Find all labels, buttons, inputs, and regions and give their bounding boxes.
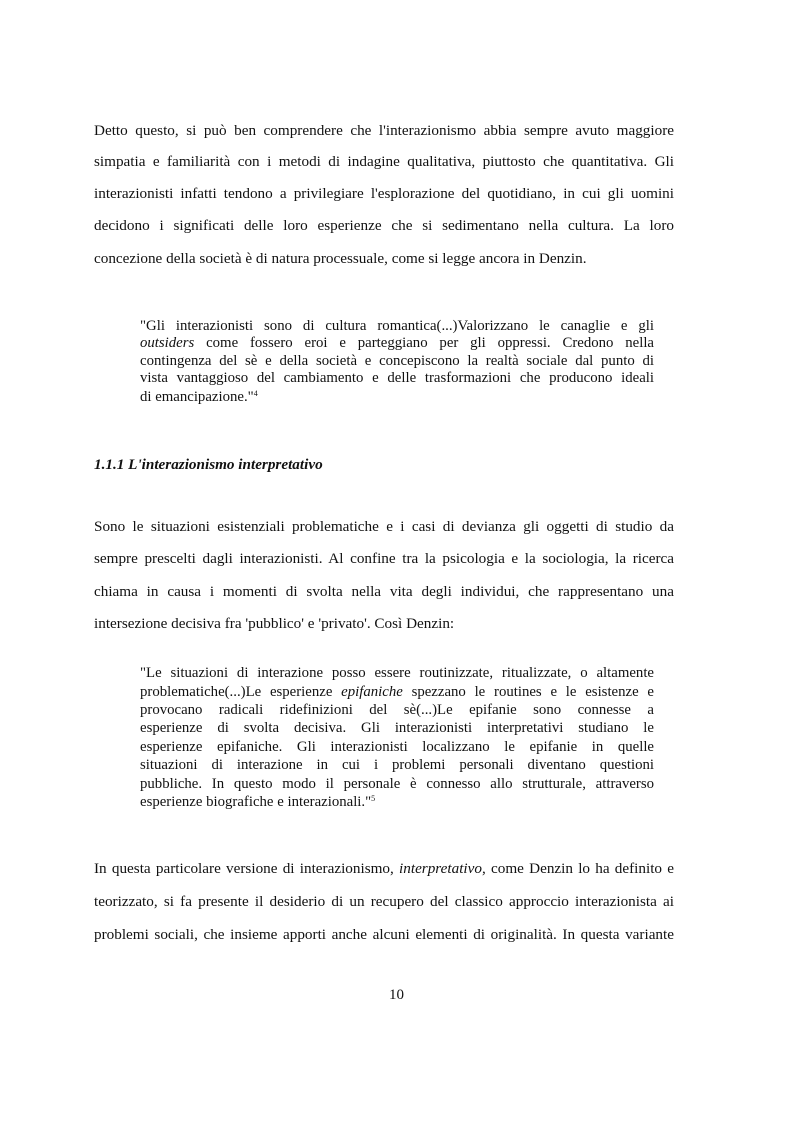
quote-line: esperienze di svolta decisiva. Gli interazionisti interpretativi studiano le bbox=[140, 720, 654, 736]
paragraph-line: concezione della società è di natura processuale, come si legge ancora in Denzin. bbox=[94, 250, 587, 267]
paragraph-italic: interpretativo bbox=[399, 860, 482, 877]
quote-text: di emancipazione." bbox=[140, 389, 254, 405]
paragraph-line: Detto questo, si può ben comprendere che l'interazionismo abbia sempre avuto maggiore bbox=[94, 122, 674, 139]
quote-line: "Le situazioni di interazione posso essere routinizzate, ritualizzate, o altamente bbox=[140, 665, 654, 681]
quote-line bbox=[140, 684, 654, 701]
footnote-ref[interactable]: 5 bbox=[371, 794, 376, 803]
quote-italic: outsiders bbox=[140, 335, 195, 351]
quote-line: vista vantaggioso del cambiamento e delle trasformazioni che producono ideali bbox=[140, 370, 654, 386]
quote-text: come fossero eroi e parteggiano per gli oppressi. Credono nella bbox=[194, 335, 654, 351]
paragraph-text: , come Denzin lo ha definito e bbox=[481, 860, 674, 877]
quote-line: contingenza del sè e della società e concepiscono la realtà sociale dal punto di bbox=[140, 353, 654, 369]
paragraph-line: intersezione decisiva fra 'pubblico' e 'privato'. Così Denzin: bbox=[94, 615, 455, 632]
quote-text: esperienze biografiche e interazionali." bbox=[140, 794, 372, 810]
footnote-ref[interactable]: 4 bbox=[253, 389, 258, 398]
paragraph-line: sempre prescelti dagli interazionisti. Al confine tra la psicologia e la sociologia, la ricerca bbox=[94, 550, 674, 567]
section-heading: 1.1.1 L'interazionismo interpretativo bbox=[94, 456, 323, 473]
paragraph-line: teorizzato, si fa presente il desiderio di un recupero del classico approccio interazionista ai bbox=[94, 893, 674, 910]
quote-line: pubbliche. In questo modo il personale è connesso allo strutturale, attraverso bbox=[140, 776, 654, 792]
quote-line bbox=[140, 389, 654, 406]
paragraph-line: chiama in causa i momenti di svolta nella vita degli individui, che rappresentano una bbox=[94, 583, 674, 600]
quote-line: "Gli interazionisti sono di cultura romantica(...)Valorizzano le canaglie e gli bbox=[140, 318, 654, 334]
paragraph-line: decidono i significati delle loro esperienze che si sedimentano nella cultura. La loro bbox=[94, 217, 674, 234]
quote-line: provocano radicali ridefinizioni del sè(...)Le epifanie sono connesse a bbox=[140, 702, 654, 718]
quote-line: situazioni di interazione in cui i problemi personali diventano questioni bbox=[140, 757, 654, 773]
paragraph-line bbox=[94, 860, 674, 878]
page-number: 10 bbox=[389, 987, 404, 1003]
paragraph-line: interazionisti infatti tendono a privilegiare l'esplorazione del quotidiano, in cui gli uomini bbox=[94, 185, 674, 202]
paragraph-line: problemi sociali, che insieme apporti anche alcuni elementi di originalità. In questa variante bbox=[94, 926, 674, 943]
paragraph-line: simpatia e familiarità con i metodi di indagine qualitativa, piuttosto che quantitativa. Gli bbox=[94, 153, 674, 170]
quote-text: spezzano le routines e le esistenze e bbox=[402, 684, 654, 700]
quote-line bbox=[140, 335, 654, 352]
paragraph-line: Sono le situazioni esistenziali problematiche e i casi di devianza gli oggetti di studio da bbox=[94, 518, 674, 535]
quote-line bbox=[140, 794, 654, 811]
quote-text: problematiche(...)Le esperienze bbox=[140, 684, 342, 700]
paragraph-text: In questa particolare versione di interazionismo, bbox=[94, 860, 400, 877]
quote-italic: epifaniche bbox=[341, 684, 403, 700]
quote-line: esperienze epifaniche. Gli interazionisti localizzano le epifanie in quelle bbox=[140, 739, 654, 755]
